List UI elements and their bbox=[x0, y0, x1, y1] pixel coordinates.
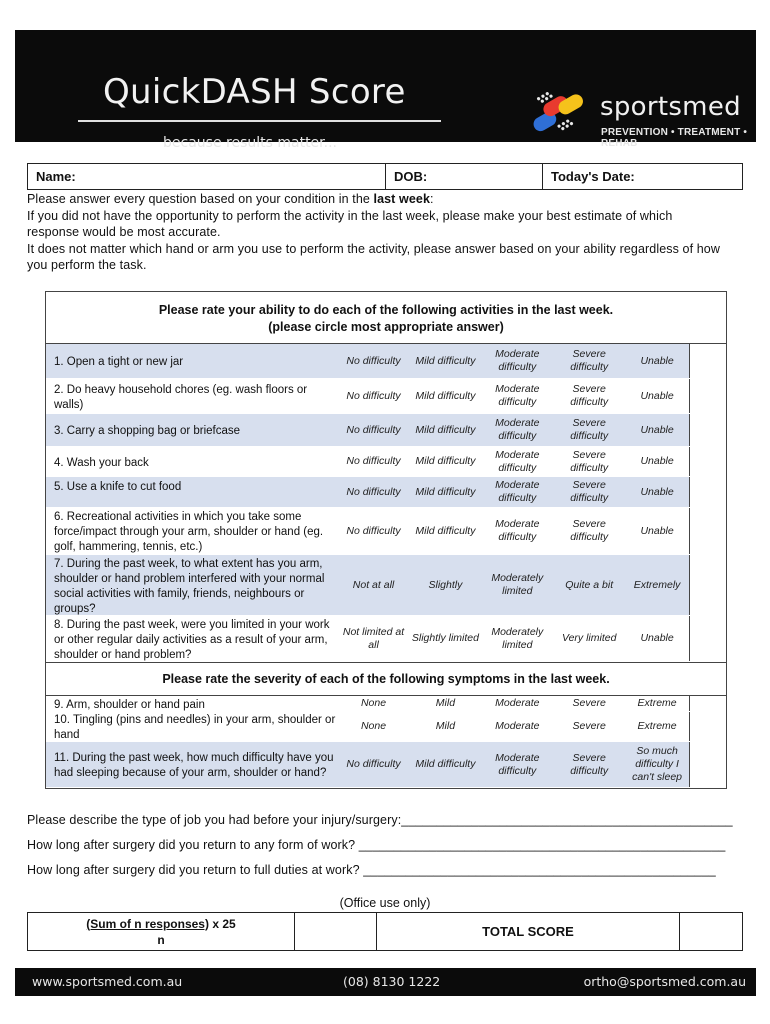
footer-email[interactable]: ortho@sportsmed.com.au bbox=[583, 974, 746, 989]
score-box[interactable] bbox=[689, 344, 726, 378]
answer-option[interactable]: Moderately limited bbox=[491, 572, 544, 597]
answer-option[interactable]: Moderate difficulty bbox=[495, 417, 540, 442]
answer-option[interactable]: Not at all bbox=[352, 578, 395, 591]
answer-option[interactable]: Extremely bbox=[633, 578, 681, 591]
answer-option[interactable]: Moderate difficulty bbox=[495, 518, 540, 543]
answer-option[interactable]: Mild difficulty bbox=[415, 389, 476, 402]
patient-details-row bbox=[27, 163, 743, 190]
instruction-emphasis: last week bbox=[373, 192, 430, 206]
question-text: 10. Tingling (pins and needles) in your arm, shoulder or hand bbox=[54, 714, 336, 741]
answer-option[interactable]: Severe difficulty bbox=[570, 518, 609, 543]
question-row bbox=[46, 696, 726, 712]
question-row bbox=[46, 712, 726, 742]
answer-option[interactable]: Mild difficulty bbox=[415, 423, 476, 436]
formula-result-box[interactable] bbox=[295, 913, 377, 950]
answer-option[interactable]: Mild bbox=[435, 720, 456, 732]
formula-multiplier: x 25 bbox=[208, 916, 236, 931]
answer-option[interactable]: Severe difficulty bbox=[570, 417, 609, 442]
answer-option[interactable]: Unable bbox=[640, 423, 674, 436]
answer-option[interactable]: Unable bbox=[640, 354, 674, 367]
total-score-label: TOTAL SCORE bbox=[377, 913, 680, 950]
score-box[interactable] bbox=[689, 379, 726, 413]
answer-option[interactable]: Unable bbox=[640, 632, 674, 644]
answer-option[interactable]: Extreme bbox=[637, 720, 677, 732]
score-formula bbox=[28, 913, 295, 950]
question-text: 5. Use a knife to cut food bbox=[54, 481, 182, 493]
score-box[interactable] bbox=[689, 696, 726, 711]
instruction-line1: Please answer every question based on your condition in the bbox=[27, 192, 374, 206]
answer-option[interactable]: Moderate difficulty bbox=[495, 751, 540, 777]
answer-option[interactable]: Very limited bbox=[561, 632, 617, 644]
tagline: because results matter... bbox=[163, 135, 337, 151]
answer-option[interactable]: Slightly bbox=[428, 578, 463, 591]
activity-rows bbox=[46, 344, 726, 662]
answer-option[interactable]: Quite a bit bbox=[565, 578, 614, 591]
job-type-question[interactable]: Please describe the type of job you had before your injury/surgery:_______________________________________________ bbox=[27, 813, 733, 827]
answer-option[interactable]: Mild difficulty bbox=[415, 354, 476, 367]
office-use-table bbox=[27, 912, 743, 951]
instructions bbox=[27, 191, 727, 274]
date-field[interactable] bbox=[543, 164, 742, 189]
return-work-question[interactable]: How long after surgery did you return to any form of work? ____________________________________________________ bbox=[27, 838, 726, 852]
score-box[interactable] bbox=[689, 742, 726, 787]
answer-option[interactable]: Unable bbox=[640, 485, 674, 498]
answer-option[interactable]: Moderate bbox=[495, 720, 540, 732]
brand-name: sportsmed bbox=[600, 92, 741, 122]
answer-option[interactable]: Severe difficulty bbox=[570, 751, 609, 777]
answer-option[interactable]: None bbox=[360, 720, 387, 732]
symptom-rows bbox=[46, 696, 726, 788]
job-questions bbox=[27, 808, 733, 883]
brand-subtitle: PREVENTION • TREATMENT • REHAB bbox=[601, 127, 748, 149]
answer-option[interactable]: Slightly limited bbox=[411, 632, 479, 644]
question-text: 11. During the past week, how much difficulty have you had sleeping because of your arm, shoulder or hand? bbox=[54, 752, 334, 779]
total-score-box[interactable] bbox=[680, 913, 742, 950]
answer-option[interactable]: Not limited at all bbox=[342, 625, 405, 651]
answer-option[interactable]: Unable bbox=[640, 455, 674, 467]
sportsmed-logo-icon bbox=[525, 80, 593, 140]
header-banner bbox=[15, 30, 756, 151]
answer-option[interactable]: No difficulty bbox=[346, 354, 401, 367]
answer-option[interactable]: Extreme bbox=[637, 697, 677, 709]
page-title: QuickDASH Score bbox=[103, 72, 406, 112]
footer-bar bbox=[15, 968, 756, 996]
score-box[interactable] bbox=[689, 712, 726, 741]
question-row bbox=[46, 742, 726, 788]
answer-option[interactable]: Severe difficulty bbox=[570, 383, 609, 408]
answer-option[interactable]: No difficulty bbox=[346, 758, 401, 770]
answer-option[interactable]: Severe bbox=[572, 720, 606, 732]
score-box[interactable] bbox=[689, 414, 726, 446]
answer-option[interactable]: Moderately limited bbox=[491, 625, 544, 651]
instruction-colon: : bbox=[430, 192, 434, 206]
score-box[interactable] bbox=[689, 508, 726, 554]
instruction-line3: It does not matter which hand or arm you use to perform the activity, please answer based on your ability regardless of how you perform the task. bbox=[27, 241, 720, 272]
footer-phone[interactable]: (08) 8130 1222 bbox=[343, 974, 441, 989]
question-text: 4. Wash your back bbox=[54, 456, 149, 469]
questionnaire-table bbox=[45, 291, 727, 789]
score-box[interactable] bbox=[689, 616, 726, 661]
answer-option[interactable]: Unable bbox=[640, 389, 674, 402]
formula-numerator: (Sum of n responses) bbox=[86, 916, 209, 931]
name-label: Name: bbox=[36, 169, 76, 184]
question-text: 6. Recreational activities in which you take some force/impact through your arm, shoulder or hand (eg. golf, hammering, tennis, etc.) bbox=[54, 511, 324, 553]
answer-option[interactable]: No difficulty bbox=[346, 423, 401, 436]
section2-heading: Please rate the severity of each of the following symptoms in the last week. bbox=[46, 662, 726, 696]
instruction-line2: If you did not have the opportunity to perform the activity in the last week, please make your best estimate of which response would be most accurate. bbox=[27, 208, 673, 239]
question-text: 2. Do heavy household chores (eg. wash floors or walls) bbox=[54, 383, 308, 411]
question-text: 9. Arm, shoulder or hand pain bbox=[54, 698, 205, 711]
question-text: 7. During the past week, to what extent has you arm, shoulder or hand problem interfered with your normal social activities with family, friends, neighbours or groups? bbox=[54, 557, 325, 615]
score-box[interactable] bbox=[689, 477, 726, 507]
answer-option[interactable]: Unable bbox=[640, 524, 674, 537]
question-text: 3. Carry a shopping bag or briefcase bbox=[54, 425, 241, 437]
answer-option[interactable]: Moderate bbox=[495, 697, 540, 709]
footer-website[interactable]: www.sportsmed.com.au bbox=[32, 974, 183, 989]
answer-option[interactable]: Severe difficulty bbox=[570, 448, 609, 474]
question-row bbox=[46, 555, 726, 616]
score-box[interactable] bbox=[689, 555, 726, 615]
answer-option[interactable]: Severe difficulty bbox=[570, 479, 609, 504]
question-row bbox=[46, 616, 726, 662]
question-row bbox=[46, 379, 726, 414]
answer-option[interactable]: Mild difficulty bbox=[415, 485, 476, 498]
question-text: 8. During the past week, were you limited in your work or other regular daily activities as a result of your arm, shoulder or hand problem? bbox=[54, 618, 330, 661]
question-row bbox=[46, 344, 726, 379]
answer-option[interactable]: No difficulty bbox=[346, 389, 401, 402]
section1-heading bbox=[46, 292, 726, 344]
answer-option[interactable]: None bbox=[360, 697, 387, 709]
answer-option[interactable]: Moderate difficulty bbox=[495, 479, 540, 504]
answer-option[interactable]: Mild difficulty bbox=[415, 758, 476, 770]
date-label: Today's Date: bbox=[551, 169, 635, 184]
office-use-label: (Office use only) bbox=[339, 896, 431, 910]
answer-option[interactable]: Mild difficulty bbox=[415, 455, 476, 467]
question-row bbox=[46, 447, 726, 477]
dob-field[interactable] bbox=[386, 164, 543, 189]
answer-option[interactable]: Moderate difficulty bbox=[495, 348, 540, 373]
question-row bbox=[46, 508, 726, 555]
answer-option[interactable]: Severe bbox=[572, 697, 606, 709]
answer-option[interactable]: Mild bbox=[435, 697, 456, 709]
title-underline bbox=[78, 120, 441, 122]
answer-option[interactable]: Moderate difficulty bbox=[495, 448, 540, 474]
section1-subtitle: (please circle most appropriate answer) bbox=[268, 320, 504, 334]
answer-option[interactable]: So much difficulty I can't sleep bbox=[632, 745, 683, 783]
formula-denominator: n bbox=[157, 932, 165, 947]
dob-label: DOB: bbox=[394, 169, 428, 184]
answer-option[interactable]: Mild difficulty bbox=[415, 524, 476, 537]
question-row bbox=[46, 477, 726, 508]
return-full-duties-question[interactable]: How long after surgery did you return to full duties at work? __________________________________________________ bbox=[27, 863, 716, 877]
answer-option[interactable]: Moderate difficulty bbox=[495, 383, 540, 408]
question-row bbox=[46, 414, 726, 447]
name-field[interactable] bbox=[28, 164, 386, 189]
section1-title: Please rate your ability to do each of the following activities in the last week. bbox=[158, 303, 614, 317]
answer-option[interactable]: No difficulty bbox=[346, 485, 401, 498]
question-text: 1. Open a tight or new jar bbox=[54, 356, 184, 368]
answer-option[interactable]: No difficulty bbox=[346, 455, 401, 467]
answer-option[interactable]: Severe difficulty bbox=[570, 348, 609, 373]
score-box[interactable] bbox=[689, 447, 726, 476]
answer-option[interactable]: No difficulty bbox=[346, 524, 401, 537]
